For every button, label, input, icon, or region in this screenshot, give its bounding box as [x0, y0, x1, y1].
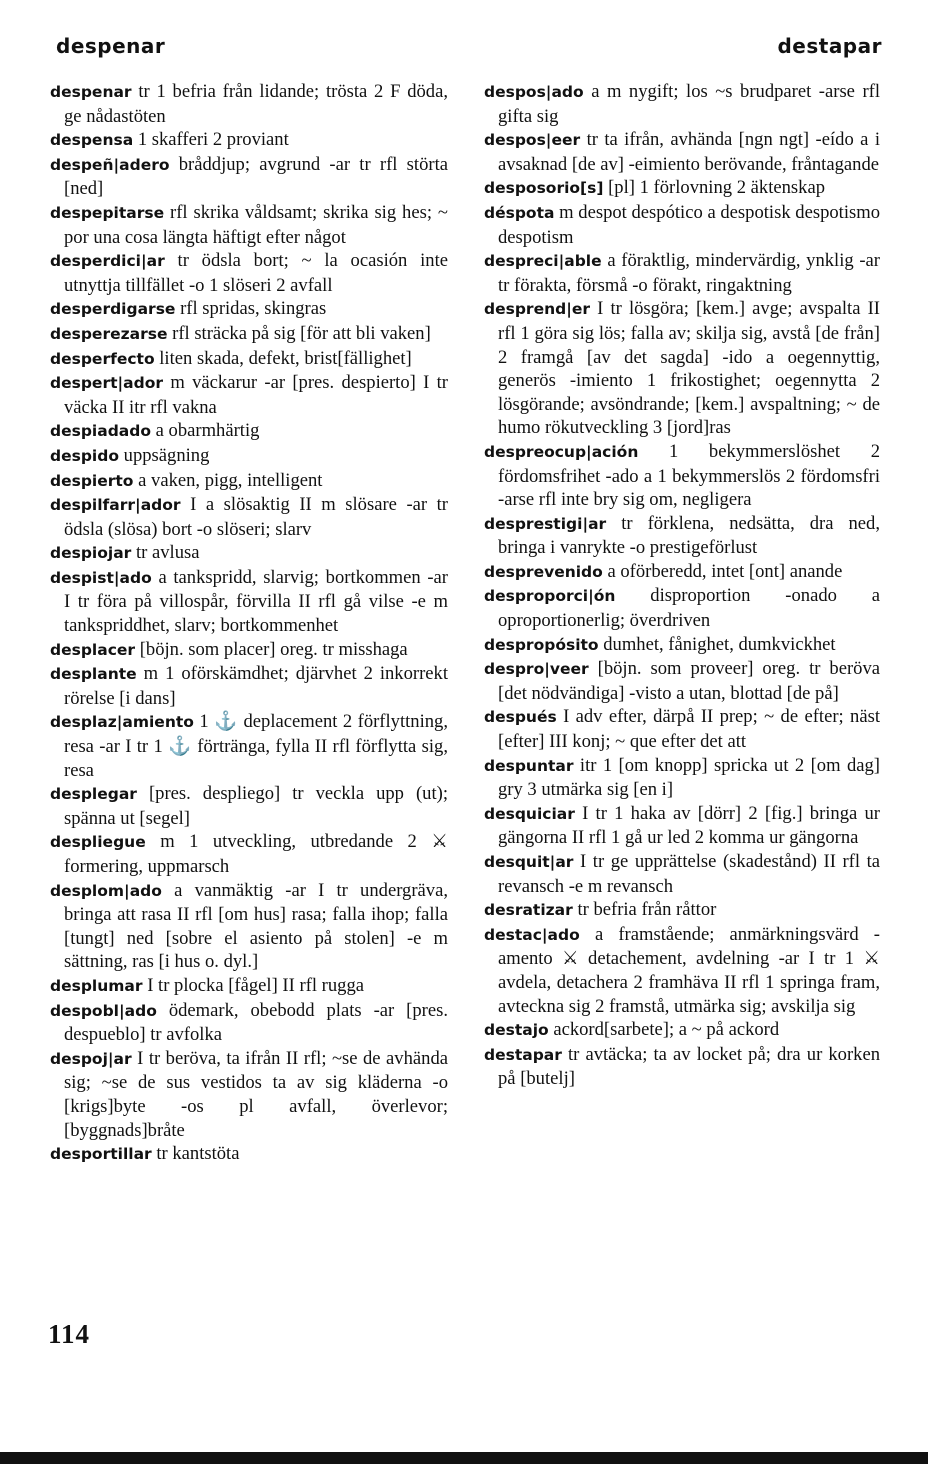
entry-headword: despido	[50, 446, 119, 465]
entry-definition: a m nygift; los ~s brudparet -arse rfl gifta sig	[498, 81, 880, 127]
entry-definition: [pl] 1 förlovning 2 äktenskap	[608, 177, 825, 199]
entry-headword: desquiciar	[484, 804, 575, 823]
entry-definition: I adv efter, därpå II prep; ~ de efter; näst [efter] III konj; ~ que efter det att	[498, 706, 880, 753]
entry-headword: despist|ado	[50, 568, 152, 587]
dictionary-entry	[484, 1043, 880, 1091]
entry-definition: [böjn. som proveer] oreg. tr beröva [det nödvändiga] -visto a utan, blottad [de på]	[498, 658, 880, 704]
entry-definition: m 1 utveckling, utbredande 2 ⚔ formering, uppmarsch	[64, 831, 448, 877]
entry-headword: desperdici|ar	[50, 252, 165, 271]
dictionary-entry	[484, 249, 880, 297]
dictionary-entry	[484, 201, 880, 249]
dictionary-entry	[484, 512, 880, 560]
dictionary-entry	[484, 584, 880, 632]
entry-headword: después	[484, 708, 557, 727]
entry-definition: I tr beröva, ta ifrån II rfl; ~se de avhända sig; ~se de sus vestidos ta av sig kläderna -o [krigs]byte -os pl avfall, överlevor; [byggnads]bråte	[64, 1047, 448, 1141]
entry-definition: I tr 1 haka av [dörr] 2 [fig.] bringa ur gängorna II rfl 1 gå ur led 2 komma ur gängorna	[498, 802, 880, 849]
entry-headword: desplaz|amiento	[50, 713, 194, 732]
dictionary-entry	[50, 80, 448, 128]
dictionary-entry	[50, 999, 448, 1047]
entry-headword: despos|eer	[484, 131, 581, 150]
entry-definition: a framstående; anmärkningsvärd -amento ⚔ detachement, avdelning -ar I tr 1 ⚔ avdela, detachera 2 framhäva II rfl 1 springa fram, avteckna sig 2 framstå, utmärka sig; avskilja sig	[498, 923, 880, 1017]
entry-definition: I a slösaktig II m slösare -ar tr ödsla (slösa) bort -o slöseri; slarv	[64, 494, 448, 540]
entry-headword: desplacer	[50, 640, 136, 659]
entry-definition: 1 skafferi 2 proviant	[137, 129, 289, 151]
dictionary-entry	[50, 469, 448, 494]
entry-headword: despenar	[50, 83, 132, 101]
entry-definition: a föraktlig, mindervärdig, ynklig -ar tr förakta, försmå -o förakt, ringaktning	[498, 250, 880, 296]
entry-definition: tr förklena, nedsätta, dra ned, bringa i vanrykte -o prestigeförlust	[498, 512, 880, 559]
entry-headword: despropósito	[484, 635, 599, 654]
dictionary-entry	[50, 128, 448, 153]
entry-headword: despiadado	[50, 422, 151, 441]
scan-edge-bar	[0, 1452, 928, 1464]
entry-headword: despreocup|ación	[484, 442, 639, 461]
dictionary-entry	[50, 541, 448, 566]
entry-headword: desposorio[s]	[484, 179, 604, 198]
dictionary-entry	[484, 802, 880, 850]
entry-definition: m väckarur -ar [pres. despierto] I tr väcka II itr rfl vakna	[64, 372, 448, 418]
entry-definition: m 1 oförskämdhet; djärvhet 2 inkorrekt rörelse [i dans]	[64, 663, 448, 709]
entry-headword: despensa	[50, 131, 134, 150]
dictionary-entry	[484, 754, 880, 802]
dictionary-entry	[50, 879, 448, 974]
entry-definition: rfl sträcka på sig [för att bli vaken]	[172, 322, 431, 344]
entry-definition: rfl skrika våldsamt; skrika sig hes; ~ por una cosa längta häftigt efter något	[64, 201, 448, 248]
entry-headword: desportillar	[50, 1145, 152, 1164]
entry-definition: [böjn. som placer] oreg. tr misshaga	[139, 638, 408, 660]
entry-headword: desprevenido	[484, 562, 603, 581]
entry-definition: 1 bekymmerslöshet 2 fördomsfrihet -ado a 1 bekymmerslös 2 fördomsfri -arse rfl inte bry sig om, negligera	[498, 440, 880, 511]
entry-headword: despuntar	[484, 756, 574, 775]
dictionary-entry	[484, 176, 880, 201]
entry-headword: desplumar	[50, 976, 143, 995]
entry-definition: itr 1 [om knopp] spricka ut 2 [om dag] gry 3 utmärka sig [en i]	[498, 754, 880, 801]
entry-definition: tr avtäcka; ta av locket på; dra ur korken på [butelj]	[498, 1043, 880, 1090]
entry-definition: tr befria från råttor	[577, 899, 717, 921]
dictionary-entry	[50, 371, 448, 419]
entry-headword: destajo	[484, 1021, 549, 1040]
entry-headword: despoj|ar	[50, 1049, 132, 1068]
entry-headword: desprend|er	[484, 300, 591, 319]
entry-definition: tr 1 befria från lidande; trösta 2 F döda, ge nådastöten	[64, 81, 448, 127]
entry-headword: despepitarse	[50, 203, 165, 222]
dictionary-entry	[50, 1142, 448, 1167]
entry-headword: despos|ado	[484, 83, 584, 101]
dictionary-entry	[484, 297, 880, 440]
dictionary-entry	[50, 1047, 448, 1142]
dictionary-entry	[50, 566, 448, 638]
dictionary-entry	[50, 974, 448, 999]
dictionary-entry	[50, 710, 448, 782]
running-head-left: despenar	[56, 34, 166, 58]
dictionary-entry	[484, 560, 880, 585]
entry-headword: destapar	[484, 1045, 562, 1064]
entry-definition: 1 ⚓ deplacement 2 förflyttning, resa -ar I tr 1 ⚓ förtränga, fylla II rfl förflytta sig, resa	[64, 711, 448, 781]
entry-headword: desperdigarse	[50, 300, 176, 319]
entry-definition: ödemark, obebodd plats -ar [pres. despueblo] tr avfolka	[64, 999, 448, 1046]
entry-definition: rfl spridas, skingras	[180, 298, 327, 320]
entry-headword: desprestigi|ar	[484, 514, 607, 533]
entry-definition: [pres. despliego] tr veckla upp (ut); spänna ut [segel]	[64, 783, 448, 829]
entry-headword: desplom|ado	[50, 881, 162, 900]
dictionary-entry	[50, 782, 448, 830]
dictionary-entry	[50, 444, 448, 469]
entry-headword: despeñ|adero	[50, 155, 170, 174]
dictionary-entry	[484, 128, 880, 176]
dictionary-entry	[484, 633, 880, 658]
entry-headword: despobl|ado	[50, 1001, 157, 1020]
entry-headword: despert|ador	[50, 374, 164, 393]
dictionary-entry	[50, 830, 448, 878]
entry-definition: uppsägning	[123, 444, 210, 466]
entry-headword: despiojar	[50, 544, 132, 563]
entry-definition: m despot despótico a despotisk despotismo despotism	[498, 201, 880, 248]
entry-headword: desplante	[50, 665, 137, 684]
dictionary-entry	[484, 850, 880, 898]
dictionary-entry	[484, 923, 880, 1018]
entry-headword: despierto	[50, 471, 134, 490]
entry-definition: I tr ge upprättelse (skadestånd) II rfl ta revansch -e m revansch	[498, 851, 880, 897]
entry-headword: desperfecto	[50, 349, 155, 368]
entry-definition: a obarmhärtig	[155, 420, 260, 442]
left-column	[50, 80, 448, 1167]
entry-headword: desplegar	[50, 785, 137, 804]
right-column	[484, 80, 880, 1091]
dictionary-entry	[50, 638, 448, 663]
entry-headword: desquit|ar	[484, 853, 574, 871]
entry-definition: I tr lösgöra; [kem.] avge; avspalta II rfl 1 göra sig lös; falla av; skilja sig, avstå [de från] 2 framgå [av det sagda] -ido a oegennyttig, generös -imiento 1 frikostighet; oegennytta 2 lösgörande; avsöndrande; [kem.] avspaltning; ~ de humo rökutveckling 3 [jord]ras	[498, 298, 880, 439]
running-head-right: destapar	[777, 34, 882, 58]
entry-headword: destac|ado	[484, 925, 580, 944]
entry-definition: disproportion -onado a oproportionerlig; överdriven	[498, 585, 880, 632]
dictionary-entry	[50, 153, 448, 201]
entry-definition: bråddjup; avgrund -ar tr rfl störta [ned]	[64, 153, 448, 200]
dictionary-entry	[484, 657, 880, 705]
dictionary-entry	[50, 493, 448, 541]
entry-headword: despilfarr|ador	[50, 496, 181, 515]
entry-headword: despro|veer	[484, 660, 589, 679]
entry-definition: tr avlusa	[135, 542, 200, 564]
dictionary-entry	[484, 1018, 880, 1043]
entry-definition: liten skada, defekt, brist[fällighet]	[159, 347, 412, 369]
dictionary-entry	[484, 80, 880, 128]
entry-definition: ackord[sarbete]; a ~ på ackord	[553, 1019, 780, 1041]
dictionary-entry	[484, 440, 880, 512]
dictionary-entry	[50, 297, 448, 322]
entry-definition: a oförberedd, intet [ont] anande	[607, 560, 843, 582]
dictionary-entry	[50, 201, 448, 249]
entry-definition: I tr plocka [fågel] II rfl rugga	[147, 974, 365, 996]
dictionary-entry	[50, 322, 448, 347]
entry-definition: a vanmäktig -ar I tr undergräva, bringa att rasa II rfl [om hus] rasa; falla ihop; falla [tungt] ned [sobre el asiento på stolen] -e m sättning, ras [i hus o. dyl.]	[64, 879, 448, 973]
entry-definition: a tankspridd, slarvig; bortkommen -ar I tr föra på villospår, förvilla II rfl gå vilse -e m tankspriddhet, slarv; bortkommenhet	[64, 566, 448, 637]
entry-headword: desratizar	[484, 901, 573, 920]
entry-headword: despliegue	[50, 833, 146, 852]
page-number: 114	[48, 1319, 91, 1349]
entry-headword: despreci|able	[484, 252, 602, 271]
entry-headword: déspota	[484, 203, 555, 222]
entry-definition: dumhet, fånighet, dumkvickhet	[603, 633, 836, 655]
dictionary-entry	[50, 662, 448, 710]
entry-headword: desproporci|ón	[484, 587, 616, 606]
dictionary-entry	[484, 705, 880, 753]
entry-headword: desperezarse	[50, 324, 168, 343]
entry-definition: tr ta ifrån, avhända [ngn ngt] -eído a i avsaknad [de av] -eimiento berövande, fråntagande	[498, 129, 880, 175]
dictionary-entry	[50, 347, 448, 372]
dictionary-entry	[484, 898, 880, 923]
entry-definition: tr kantstöta	[156, 1143, 240, 1165]
dictionary-entry	[50, 249, 448, 297]
entry-definition: tr ödsla bort; ~ la ocasión inte utnyttja tillfället -o 1 slöseri 2 avfall	[64, 250, 448, 296]
dictionary-entry	[50, 419, 448, 444]
entry-definition: a vaken, pigg, intelligent	[138, 469, 323, 491]
